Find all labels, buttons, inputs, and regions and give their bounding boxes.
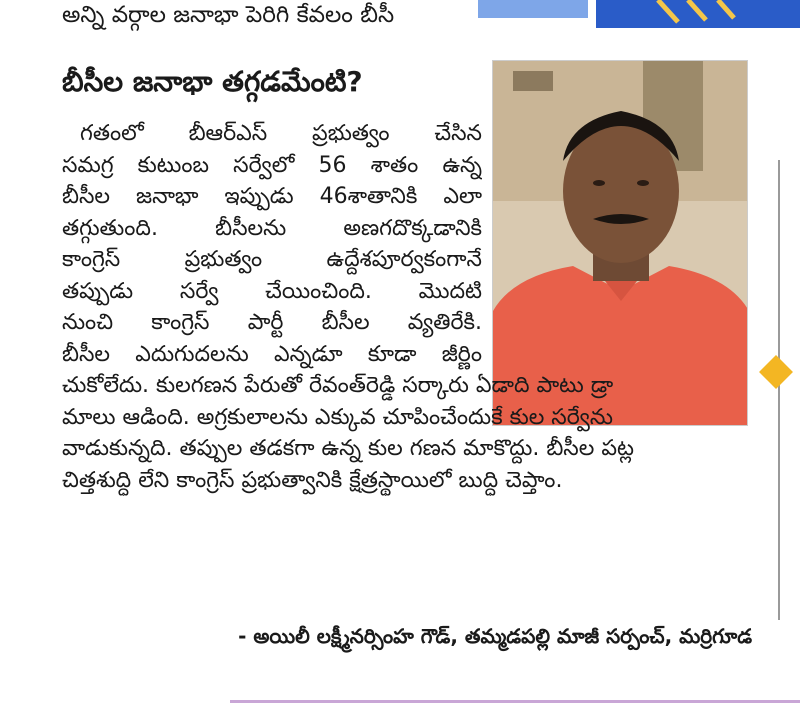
bottom-divider [230, 700, 800, 703]
body-line: తప్పుడు సర్వే చేయించింది. మొదటి [62, 278, 482, 304]
diamond-ornament-icon [759, 355, 793, 389]
body-line: తగ్గుతుంది. బీసీలను అణగదొక్కడానికి [62, 215, 482, 241]
body-line: వాడుకున్నది. తప్పుల తడకగా ఉన్న కుల గణన మాకొద్దు. బీసీల పట్ల [62, 436, 634, 461]
column-divider [778, 160, 780, 620]
article-headline: బీసీల జనాభా తగ్గడమేంటి? [62, 65, 363, 98]
body-line: చుకోలేదు. కులగణన పేరుతో రేవంత్‌రెడ్డి సర్కారు ఏడాది పాటు డ్రా [62, 373, 614, 398]
body-line: బీసీల ఎదుగుదలను ఎన్నడూ కూడా జీర్ణిం [62, 341, 482, 367]
body-line: మాలు ఆడింది. అగ్రకులాలను ఎక్కువ చూపించేందుకే కుల సర్వేను [62, 404, 613, 430]
body-line: బీసీల జనాభా ఇప్పుడు 46శాతానికి ఎలా [62, 184, 482, 209]
body-line: చిత్తశుద్ధి లేని కాంగ్రెస్ ప్రభుత్వానికి క్షేత్రస్థాయిలో బుద్ధి చెప్తాం. [62, 467, 563, 493]
body-line: గతంలో బీఆర్ఎస్ ప్రభుత్వం చేసిన [80, 121, 482, 146]
preceding-article-line: అన్ని వర్గాల జనాభా పెరిగి కేవలం బీసీ [62, 2, 395, 28]
body-line: సమగ్ర కుటుంబ సర్వేలో 56 శాతం ఉన్న [62, 152, 482, 178]
body-line: నుంచి కాంగ్రెస్ పార్టీ బీసీల వ్యతిరేకి. [62, 310, 482, 335]
top-banner-graphic [478, 0, 800, 28]
quote-attribution: - అయిలీ లక్ష్మీనర్సింహ గౌడ్, తమ్మడపల్లి మాజీ సర్పంచ్, మర్రిగూడ [238, 624, 752, 648]
article-body [62, 118, 742, 496]
body-line: కాంగ్రెస్ ప్రభుత్వం ఉద్దేశపూర్వకంగానే [62, 247, 482, 272]
